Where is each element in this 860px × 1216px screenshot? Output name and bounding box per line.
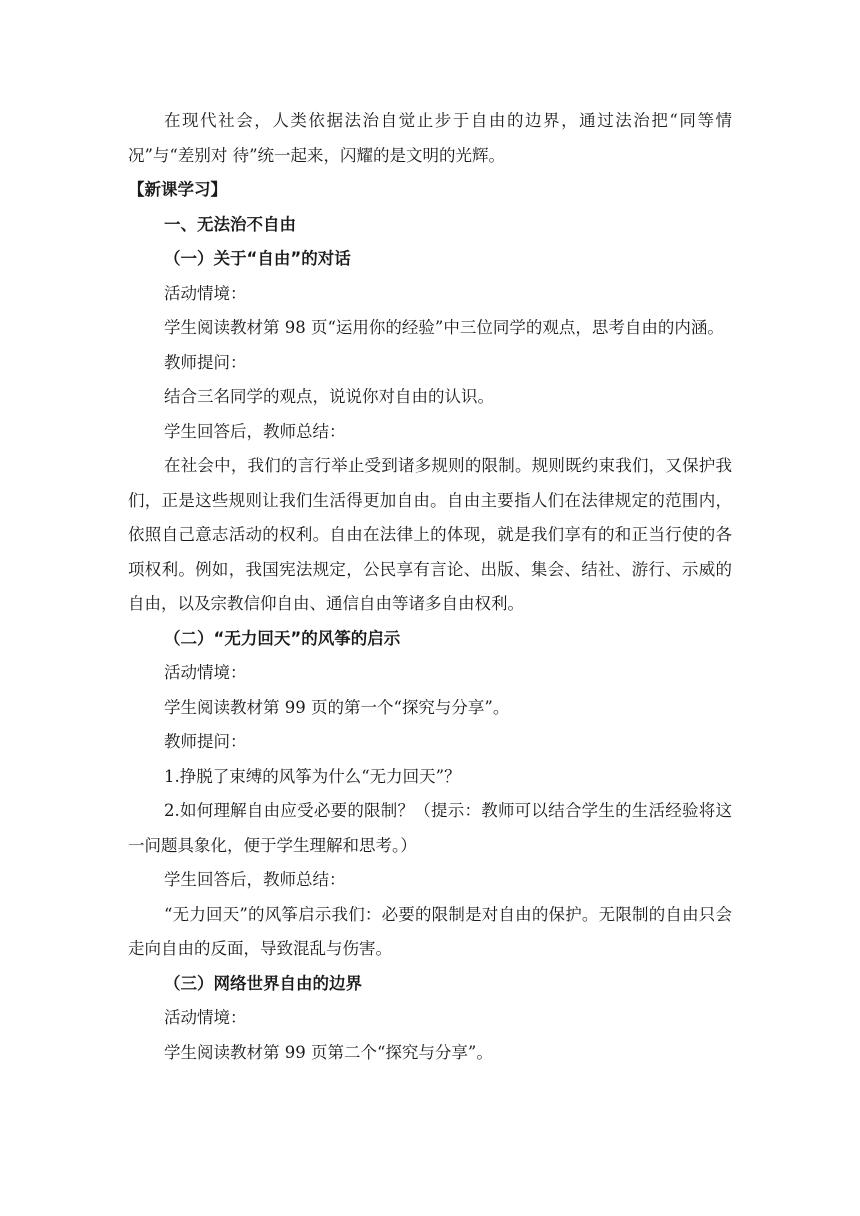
- activity-situation-text: 学生阅读教材第 99 页的第一个“探究与分享”。: [164, 697, 510, 717]
- teacher-summary-text: “无力回天”的风筝启示我们：必要的限制是对自由的保护。无限制的自由只会走向自由的反面，导致混乱与伤害。: [128, 904, 732, 958]
- activity-situation-text: 学生阅读教材第 98 页“运用你的经验”中三位同学的观点，思考自由的内涵。: [164, 318, 724, 337]
- heading-no-rule-of-law-no-freedom: 一、无法治不自由: [164, 214, 296, 234]
- activity-situation-label: 活动情境：: [164, 1008, 247, 1027]
- intro-paragraph: 在现代社会，人类依据法治自觉止步于自由的边界，通过法治把“同等情况”与“差别对 待”统一起来，闪耀的是文明的光辉。: [128, 111, 732, 165]
- teacher-question-label: 教师提问：: [164, 732, 247, 751]
- subheading-dialogue-on-freedom: （一）关于“自由”的对话: [164, 249, 351, 268]
- teacher-summary-label: 学生回答后，教师总结：: [164, 870, 346, 889]
- activity-situation-text: 学生阅读教材第 99 页第二个“探究与分享”。: [164, 1042, 493, 1062]
- document-page: [128, 104, 732, 1070]
- subheading-kite-inspiration: （二）“无力回天”的风筝的启示: [164, 628, 401, 648]
- teacher-summary-label: 学生回答后，教师总结：: [164, 421, 346, 441]
- question-item-2: 2.如何理解自由应受必要的限制？（提示：教师可以结合学生的生活经验将这一问题具象化，便于学生理解和思考。）: [128, 801, 732, 855]
- question-item-1: 1.挣脱了束缚的风筝为什么“无力回天”？: [164, 766, 461, 786]
- teacher-summary-text: 在社会中，我们的言行举止受到诸多规则的限制。规则既约束我们，又保护我们，正是这些规则让我们生活得更加自由。自由主要指人们在法律规定的范围内，依照自己意志活动的权利。自由在法律上的体现，就是我们享有的和正当行使的各项权利。例如，我国宪法规定，公民享有言论、出版、集会、结社、游行、示威的自由，以及宗教信仰自由、通信自由等诸多自由权利。: [128, 456, 732, 613]
- teacher-question-text: 结合三名同学的观点，说说你对自由的认识。: [164, 387, 494, 406]
- section-heading-new-lesson: 【新课学习】: [128, 180, 227, 199]
- activity-situation-label: 活动情境：: [164, 283, 247, 303]
- subheading-online-freedom-boundary: （三）网络世界自由的边界: [164, 973, 362, 993]
- activity-situation-label: 活动情境：: [164, 663, 247, 682]
- teacher-question-label: 教师提问：: [164, 352, 247, 372]
